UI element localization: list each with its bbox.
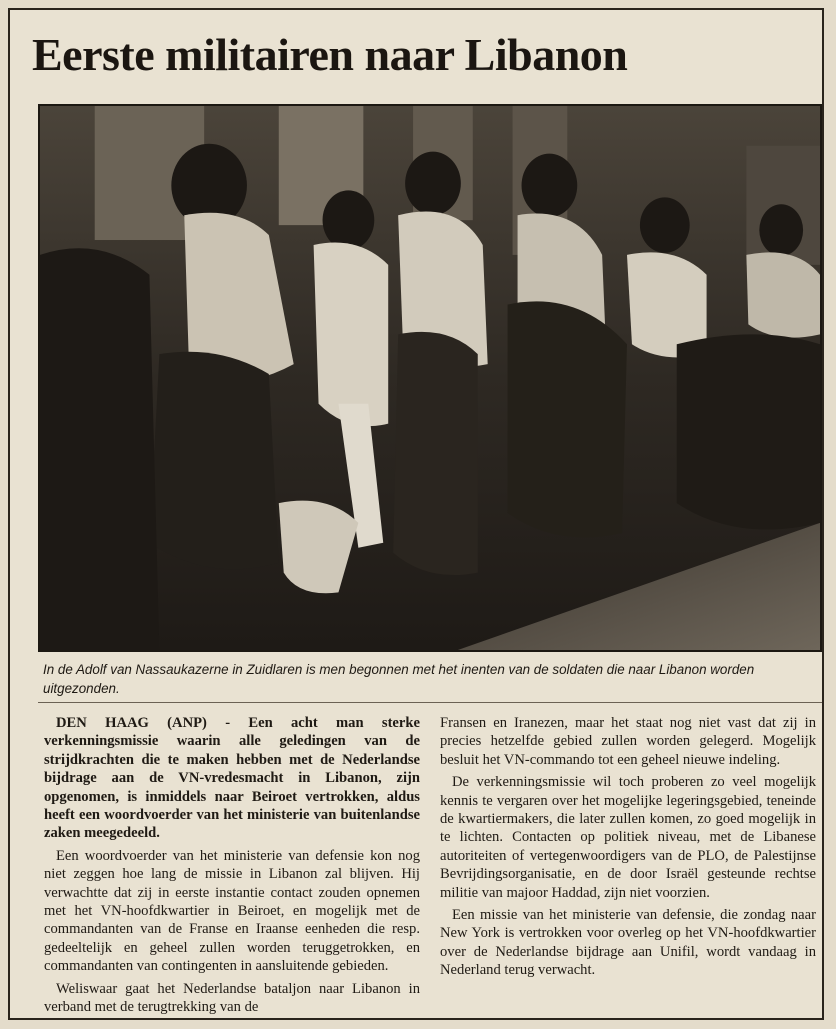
body-paragraph: Een missie van het ministerie van defensie, die zondag naar New York is vertrokken voor overleg op het VN-hoofdkwartier over de Nederlandse bijdrage aan Unifil, wordt vandaag in Nederland terug verwacht. (440, 907, 816, 979)
body-paragraph: Een woordvoerder van het ministerie van defensie kon nog niet zeggen hoe lang de missie in Libanon zal blijven. Hij verwachtte dat zij in eerste instantie contact zouden opnemen met het VN-hoofdkwartier in Beiroet, en mogelijk met de commandanten van de Franse en Iraanse eenheden die resp. gedeeltelijk en geheel zullen worden teruggetrokken, en commandanten van contingenten in aansluitende gebieden. (44, 847, 420, 975)
dateline: DEN HAAG (ANP) - (56, 715, 231, 731)
lead-text: Een acht man sterke verkenningsmissie waarin alle geledingen van de strijdkrachten die te maken hebben met de Nederlandse bijdrage aan de VN-vredesmacht in Libanon, zijn opgenomen, is inmiddels naar Beiroet vertrokken, aldus heeft een woordvoerder van het ministerie van buitenlandse zaken meegedeeld. (44, 715, 420, 842)
body-paragraph: Weliswaar gaat het Nederlandse bataljon naar Libanon in verband met de terugtrekking van de (44, 980, 420, 1016)
photo-soldiers-vaccination (40, 106, 820, 650)
article-frame (8, 8, 824, 1020)
body-paragraph: De verkenningsmissie wil toch proberen zo veel mogelijk kennis te vergaren over het mogelijke legeringsgebied, teneinde de kwartiermakers, die later zullen komen, zo goed mogelijk in te lichten. Contacten op politiek niveau, met de Libanese autoriteiten of vertegenwoordigers van de PLO, de Palestijnse Bevrijdingsorganisatie, en de door Israël gesteunde rechtse militie van majoor Haddad, zijn niet voorzien. (440, 774, 816, 901)
article-column-left (44, 714, 420, 1021)
lead-paragraph (44, 714, 420, 843)
caption-divider (38, 702, 822, 703)
news-photo (38, 104, 822, 652)
headline: Eerste militairen naar Libanon (32, 29, 628, 80)
article-column-right (440, 714, 816, 984)
photo-caption: In de Adolf van Nassaukazerne in Zuidlaren is men begonnen met het inenten van de soldaten die naar Libanon worden uitgezonden. (43, 662, 755, 696)
body-paragraph: Fransen en Iranezen, maar het staat nog niet vast dat zij in precies hetzelfde gebied zullen worden gelegerd. Mogelijk besluit het VN-commando tot een geheel nieuwe indeling. (440, 715, 816, 768)
